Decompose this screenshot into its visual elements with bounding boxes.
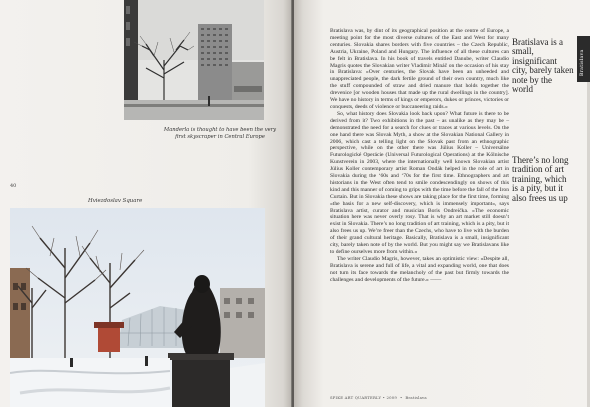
left-page bbox=[0, 0, 292, 407]
article-body bbox=[330, 28, 509, 284]
footer-section: Bratislava bbox=[405, 395, 427, 400]
page-footer: SPIKE ART QUARTERLY • 2009 • Bratislava bbox=[330, 395, 427, 400]
skyscraper-caption: Manderla is thought to have been the very first skyscraper in Central Europe bbox=[163, 127, 277, 140]
square-photo-graphic bbox=[10, 208, 265, 407]
pull-quote: Bratislava is a small, insignificant city, barely taken note by the world bbox=[512, 37, 574, 95]
article-paragraph: So, what history does Slovakia look back upon? What future is there to be derived from it? Two exhibitions in the past – as unalike as they may be – demonstrated the need for a search for clues or traces at various levels. On the one hand there was Slovak Myth, a show at the Slovakian National Gallery in 2006, which cast a telling light on the Slovak past from an ethnographic perspective, while on the other there was Július Koller – Universálne Futurologické Operácie (Universal Futurological Operations) at the Kölnische Kunstverein in 2003, where the internationally well known Slovakian artist Július Koller contemporary artist Roman Ondák helped in the role of art in Slovakia during the ‘60s and ‘70s for the first time. Ethnographers and art historians in the West often tend to smile condescendingly on shows of this kind and this manner of coming to grips with the time before the fall of the Iron Curtain. But in Slovakia these shows are taking place for the first time, forming «the basis for a new self-discovery, which is immensely important», says Bratislava artist, curator and musician Boris Ondreička. «The economic situation here was never overly rosy. That is why an art market still doesn’t exist in Slovakia. There’s no long tradition of art training, which is a pity, but it also frees us up. We’re freer than the Czechs, who have to live with the burden of their grand cultural heritage. Basically, Bratislava is a small, insignificant city, barely taken note of by the world. But you might say we Bratislavans like to define ourselves more from within.» bbox=[330, 110, 509, 255]
skyscraper-photo-graphic bbox=[124, 0, 264, 120]
right-page bbox=[294, 0, 590, 407]
pull-quote: There’s no long tradition of art training, which is a pity, but it also frees us up bbox=[512, 155, 569, 203]
square-caption: Hviezdoslav Square bbox=[88, 198, 143, 204]
article-paragraph: The writer Claudio Magris, however, takes an optimistic view: «Despite all, Bratislava is serene and full of life, a vital and expanding world, one that does not turn its face towards the melancholy of the past but firmly towards the challenges and developments of the future.» —— bbox=[330, 255, 509, 283]
skyscraper-photo bbox=[124, 0, 264, 120]
hviezdoslav-square-photo bbox=[10, 208, 265, 407]
section-tab-label: Bratislava bbox=[580, 49, 585, 76]
section-tab bbox=[577, 36, 590, 82]
article-paragraph: Bratislava was, by dint of its geographical position at the centre of Europe, a meeting point for the most diverse cultures of the East and West for many centuries. Slovakia shares borders with five countries – the Czech Republic, Austria, Ukraine, Poland and Hungary. The influence of all these cultures can be felt in Bratislava. In his book of travels entitled Danube, writer Claudio Magris quotes the Slovakian writer Vladimír Mináč on the occasion of his stay in Bratislava: «Over centuries, the Slovak have been an unheeded and unappreciated people, the dark fertile ground of their own country, much like the stuff compounded of straw and dried manure that holds together the drevenice [or wooden houses that made up the rural dwellings in the country]. We have no history in terms of kings or emperors, dukes or princes, victories or conquests, deeds of violence or buccaneering raids.» bbox=[330, 28, 509, 110]
footer-magazine: SPIKE ART QUARTERLY • 2009 bbox=[330, 395, 397, 400]
page-number: 40 bbox=[10, 183, 17, 189]
